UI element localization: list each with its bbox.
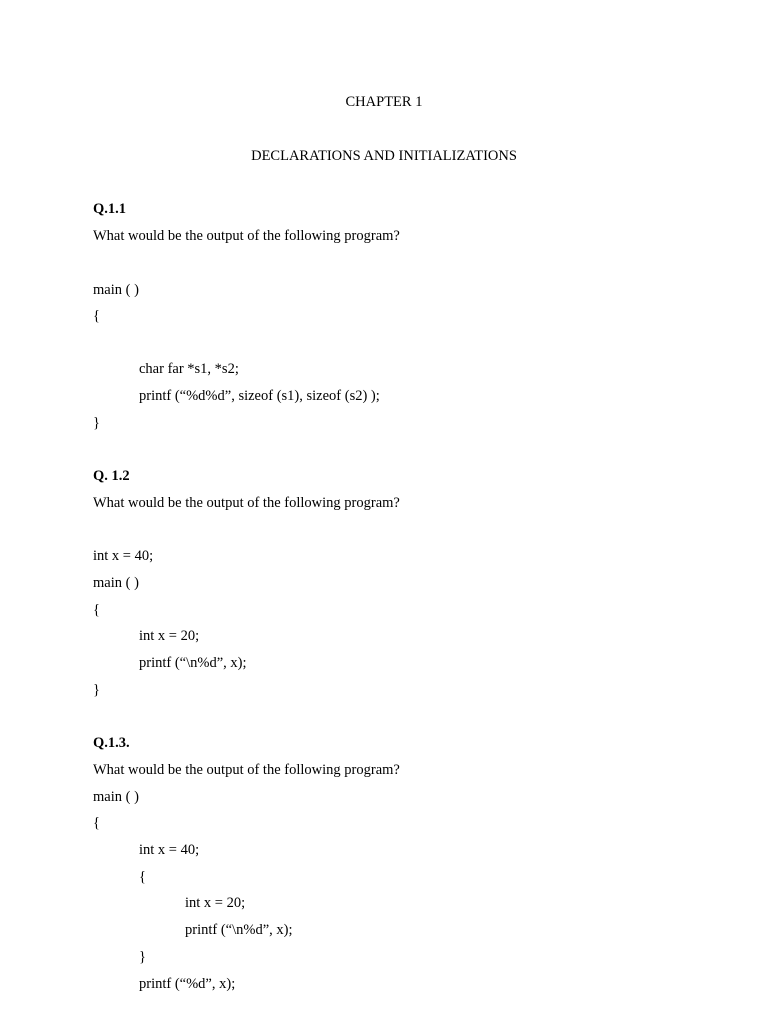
code-line: { <box>93 308 100 324</box>
code-line: { <box>93 815 100 831</box>
code-line: } <box>93 415 100 431</box>
chapter-title: CHAPTER 1 <box>345 94 423 110</box>
code-line: { <box>93 602 100 618</box>
question-label: Q.1.1 <box>93 201 127 217</box>
code-line: printf (“%d%d”, sizeof (s1), sizeof (s2) ); <box>139 388 380 404</box>
code-line: } <box>139 949 146 965</box>
code-line: int x = 20; <box>139 628 200 644</box>
question-label: Q. 1.2 <box>93 468 130 484</box>
code-line: int x = 20; <box>185 895 246 911</box>
question-label: Q.1.3. <box>93 735 130 751</box>
code-line: char far *s1, *s2; <box>139 361 239 377</box>
question-prompt: What would be the output of the following program? <box>93 762 400 778</box>
code-line: } <box>93 682 100 698</box>
code-line: int x = 40; <box>93 548 154 564</box>
question-prompt: What would be the output of the following program? <box>93 228 400 244</box>
code-line: printf (“\n%d”, x); <box>185 922 293 938</box>
code-line: { <box>139 869 146 885</box>
code-line: int x = 40; <box>139 842 200 858</box>
chapter-subtitle: DECLARATIONS AND INITIALIZATIONS <box>251 148 517 164</box>
code-line: main ( ) <box>93 789 139 805</box>
code-line: main ( ) <box>93 282 139 298</box>
code-line: printf (“%d”, x); <box>139 976 236 992</box>
question-prompt: What would be the output of the following program? <box>93 495 400 511</box>
code-line: main ( ) <box>93 575 139 591</box>
code-line: printf (“\n%d”, x); <box>139 655 247 671</box>
